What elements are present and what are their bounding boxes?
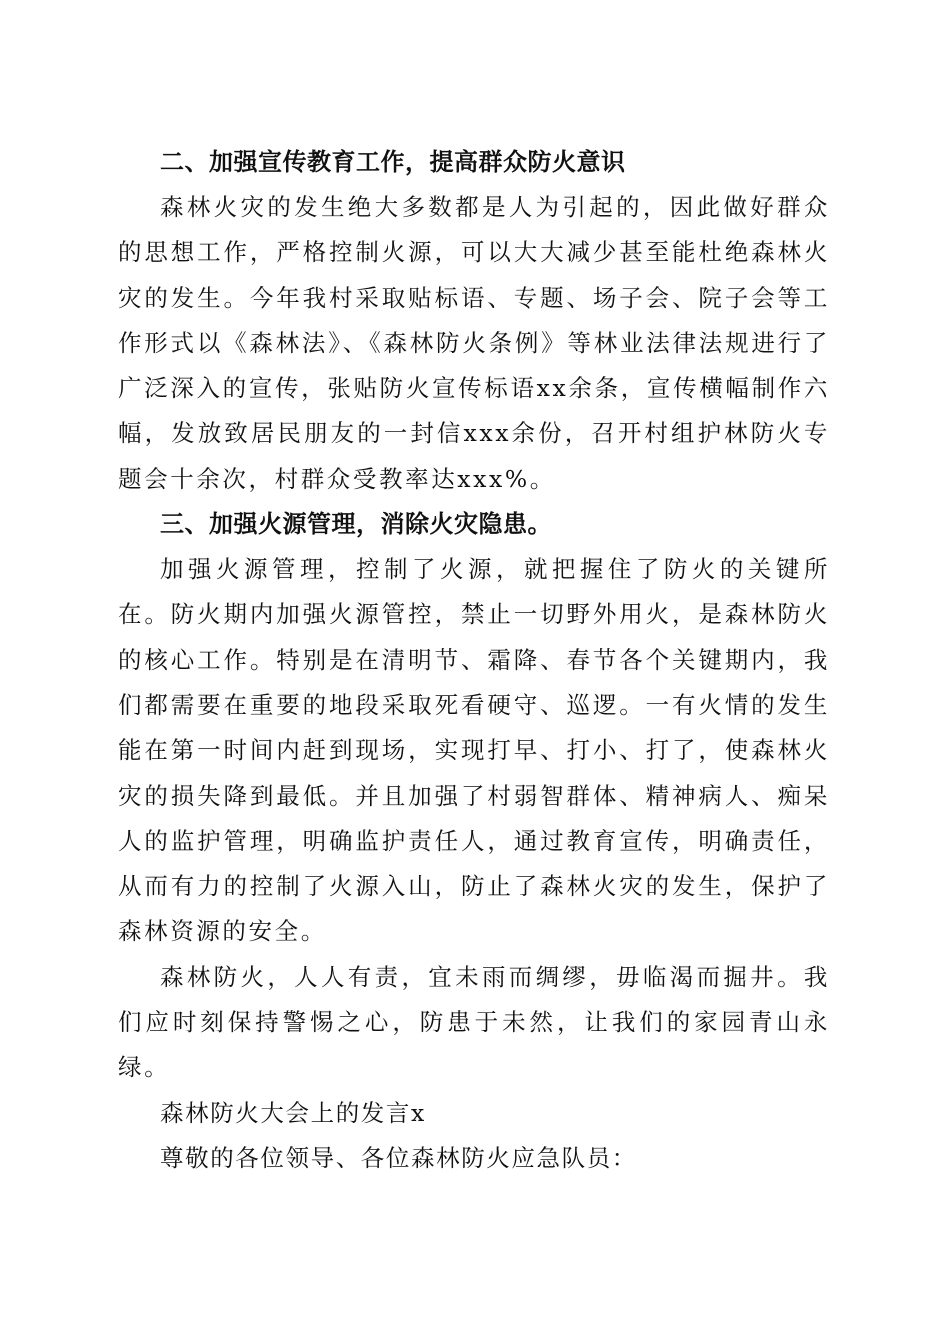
salutation: 尊敬的各位领导、各位森林防火应急队员： xyxy=(160,1143,637,1172)
closing-paragraph: 森林防火，人人有责，宜未雨而绸缪，毋临渴而掘井。我们应时刻保持警惕之心，防患于未然，让我们的家园青山永绿。 xyxy=(118,962,830,1082)
section-2-paragraph: 森林火灾的发生绝大多数都是人为引起的，因此做好群众的思想工作，严格控制火源，可以大大减少甚至能杜绝森林火灾的发生。今年我村采取贴标语、专题、场子会、院子会等工作形式以《森林法》、《森林防火条例》等林业法律法规进行了广泛深入的宣传，张贴防火宣传标语xx余条，宣传横幅制作六幅，发放致居民朋友的一封信xxx余份，召开村组护林防火专题会十余次，村群众受教率达xxx%。 xyxy=(118,193,830,493)
section-2-heading: 二、加强宣传教育工作，提高群众防火意识 xyxy=(160,148,626,176)
document-body xyxy=(118,140,830,1181)
speech-title: 森林防火大会上的发言x xyxy=(160,1098,426,1127)
section-3-paragraph: 加强火源管理，控制了火源，就把握住了防火的关键所在。防火期内加强火源管控，禁止一切野外用火，是森林防火的核心工作。特别是在清明节、霜降、春节各个关键期内，我们都需要在重要的地段采取死看硬守、巡逻。一有火情的发生能在第一时间内赶到现场，实现打早、打小、打了，使森林火灾的损失降到最低。并且加强了村弱智群体、精神病人、痴呆人的监护管理，明确监护责任人，通过教育宣传，明确责任，从而有力的控制了火源入山，防止了森林火灾的发生，保护了森林资源的安全。 xyxy=(118,555,830,946)
section-3-heading: 三、加强火源管理，消除火灾隐患。 xyxy=(160,510,552,539)
